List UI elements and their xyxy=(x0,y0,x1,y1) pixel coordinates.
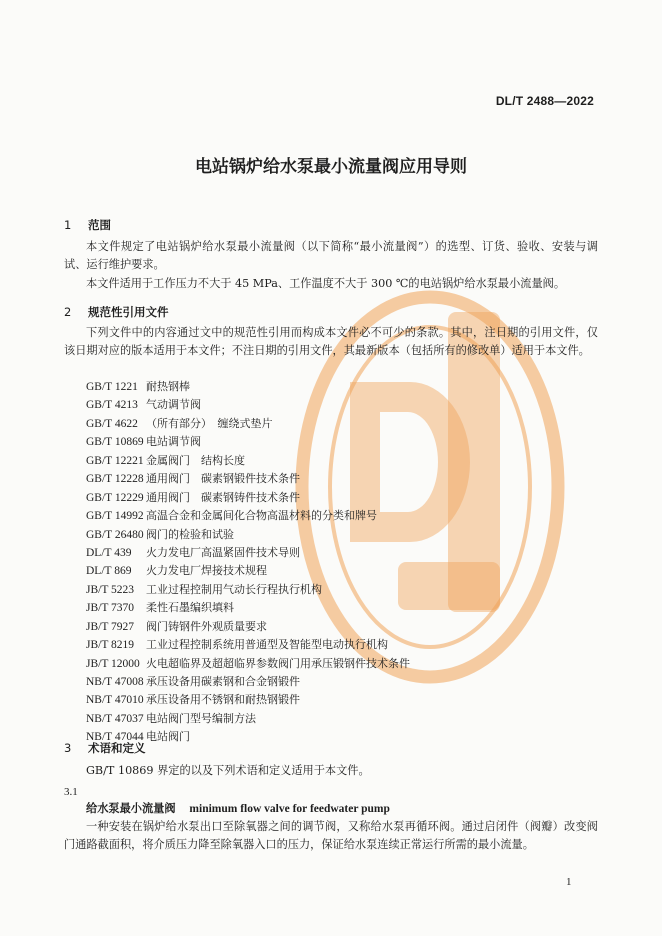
reference-code: JB/T 12000 xyxy=(86,657,140,670)
reference-code: GB/T 4213 xyxy=(86,399,138,412)
reference-code: NB/T 47008 xyxy=(86,676,144,688)
reference-item xyxy=(86,452,410,470)
reference-item xyxy=(86,433,410,451)
reference-code: NB/T 47010 xyxy=(86,694,144,707)
section-1-paragraph-2: 本文件适用于工作压力不大于 45 MPa、工作温度不大于 300 ℃的电站锅炉给水泵最小流量阀。 xyxy=(86,277,566,290)
term-chinese: 给水泵最小流量阀 xyxy=(86,802,176,815)
reference-item xyxy=(86,470,410,488)
reference-item xyxy=(86,489,410,507)
reference-item xyxy=(86,581,410,599)
reference-item xyxy=(86,710,410,728)
reference-title: 金属阀门 结构长度 xyxy=(146,453,245,467)
section-3-paragraph-1: GB/T 10869 界定的以及下列术语和定义适用于本文件。 xyxy=(86,764,370,777)
reference-item xyxy=(86,415,410,433)
reference-item xyxy=(86,378,410,396)
reference-item xyxy=(86,562,410,580)
reference-code: DL/T 439 xyxy=(86,546,132,559)
section-1-paragraph-1: 本文件规定了电站锅炉给水泵最小流量阀（以下简称“最小流量阀”）的选型、订货、验收、安装与调试、运行维护要求。 xyxy=(64,240,598,272)
reference-title: 阀门的检验和试验 xyxy=(146,527,234,541)
reference-code: GB/T 10869 xyxy=(86,436,144,449)
reference-code: GB/T 26480 xyxy=(86,528,144,541)
reference-title: 火力发电厂高温紧固件技术导则 xyxy=(146,545,300,559)
reference-title: 火力发电厂焊接技术规程 xyxy=(146,564,267,578)
standard-code: DL/T 2488—2022 xyxy=(495,94,594,108)
reference-item xyxy=(86,673,410,691)
reference-item xyxy=(86,507,410,525)
reference-code: GB/T 4622 xyxy=(86,417,138,430)
reference-code: JB/T 7927 xyxy=(86,620,135,633)
reference-title: 气动调节阀 xyxy=(146,398,201,412)
page-number: 1 xyxy=(566,876,572,888)
reference-item xyxy=(86,599,410,617)
reference-code: GB/T 14992 xyxy=(86,510,144,523)
normative-reference-list xyxy=(86,378,410,747)
reference-item xyxy=(86,655,410,673)
reference-item xyxy=(86,618,410,636)
reference-title: 电站阀门型号编制方法 xyxy=(146,711,256,725)
reference-title: 通用阀门 碳素钢锻件技术条件 xyxy=(146,472,300,486)
reference-item xyxy=(86,396,410,414)
reference-title: 电站阀门 xyxy=(146,730,190,744)
reference-title: 阀门铸钢件外观质量要求 xyxy=(146,619,267,633)
reference-code: GB/T 12221 xyxy=(86,454,144,467)
reference-code: GB/T 12229 xyxy=(86,491,144,504)
reference-title: 火电超临界及超超临界参数阀门用承压锻钢件技术条件 xyxy=(146,656,410,670)
section-number: 2 xyxy=(64,305,72,319)
reference-code: NB/T 47037 xyxy=(86,712,144,725)
reference-title: 耐热钢棒 xyxy=(146,380,190,393)
reference-code: NB/T 47044 xyxy=(86,731,144,744)
section-title: 术语和定义 xyxy=(88,741,146,755)
clause-number: 3.1 xyxy=(64,786,78,798)
term-entry xyxy=(86,800,390,816)
term-english: minimum flow valve for feedwater pump xyxy=(189,803,390,815)
section-1-heading xyxy=(64,217,111,233)
reference-item xyxy=(86,526,410,544)
reference-code: DL/T 869 xyxy=(86,565,132,578)
section-number: 1 xyxy=(64,218,72,232)
reference-item xyxy=(86,691,410,709)
section-title: 范围 xyxy=(88,218,112,232)
reference-title: 承压设备用碳素钢和合金钢锻件 xyxy=(146,675,300,688)
reference-title: 承压设备用不锈钢和耐热钢锻件 xyxy=(146,693,300,707)
reference-code: GB/T 12228 xyxy=(86,473,144,486)
reference-title: （所有部分） 缠绕式垫片 xyxy=(146,416,273,430)
reference-code: GB/T 1221 xyxy=(86,381,138,393)
section-number: 3 xyxy=(64,741,72,755)
section-title: 规范性引用文件 xyxy=(88,305,169,319)
reference-code: JB/T 5223 xyxy=(86,583,135,596)
reference-title: 通用阀门 碳素钢铸件技术条件 xyxy=(146,490,300,504)
section-2-paragraph-1: 下列文件中的内容通过文中的规范性引用而构成本文件必不可少的条款。其中，注日期的引用文件，仅该日期对应的版本适用于本文件；不注日期的引用文件，其最新版本（包括所有的修改单）适用于本文件。 xyxy=(64,326,598,358)
section-3-heading xyxy=(64,740,146,756)
reference-title: 高温合金和金属间化合物高温材料的分类和牌号 xyxy=(146,509,377,523)
reference-code: JB/T 8219 xyxy=(86,639,135,652)
section-2-heading xyxy=(64,304,169,320)
document-title: 电站锅炉给水泵最小流量阀应用导则 xyxy=(195,157,467,177)
reference-title: 电站调节阀 xyxy=(146,435,201,449)
term-definition: 一种安装在锅炉给水泵出口至除氧器之间的调节阀，又称给水泵再循环阀。通过启闭件（阀瓣）改变阀门通路截面积，将介质压力降至除氧器入口的压力，保证给水泵连续正常运行所需的最小流量。 xyxy=(64,820,598,852)
reference-item xyxy=(86,636,410,654)
reference-code: JB/T 7370 xyxy=(86,602,135,615)
reference-item xyxy=(86,544,410,562)
reference-title: 工业过程控制系统用普通型及智能型电动执行机构 xyxy=(146,638,388,652)
reference-title: 工业过程控制用气动长行程执行机构 xyxy=(146,582,322,596)
reference-title: 柔性石墨编织填料 xyxy=(146,601,234,615)
